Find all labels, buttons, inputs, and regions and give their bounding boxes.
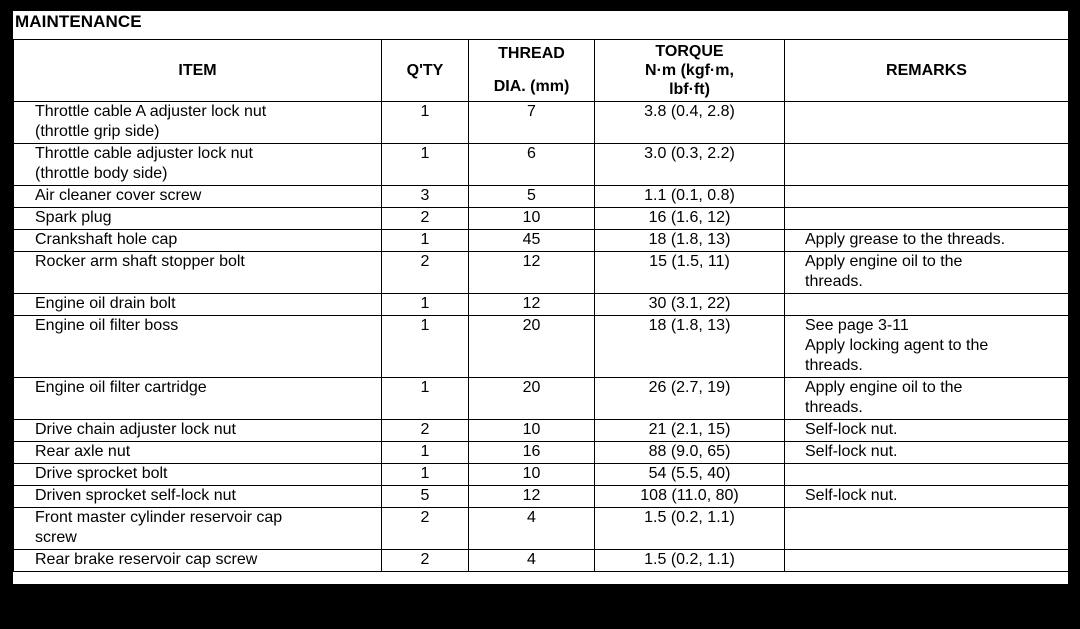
section-title: MAINTENANCE xyxy=(15,12,142,31)
row-thread-cell: 12 xyxy=(469,486,595,508)
table-row xyxy=(14,550,1069,572)
row-item-cell: Crankshaft hole cap xyxy=(14,230,382,252)
table-row xyxy=(14,378,1069,420)
row-remarks-cell xyxy=(785,508,1069,550)
row-thread-cell: 20 xyxy=(469,316,595,378)
row-thread-cell: 4 xyxy=(469,508,595,550)
row-qty-cell: 5 xyxy=(382,486,469,508)
table-row xyxy=(14,208,1069,230)
table-row xyxy=(14,252,1069,294)
row-torque-cell: 21 (2.1, 15) xyxy=(595,420,785,442)
table-row xyxy=(14,186,1069,208)
row-qty-cell: 3 xyxy=(382,186,469,208)
row-torque-cell: 1.5 (0.2, 1.1) xyxy=(595,550,785,572)
row-remarks-cell: Self-lock nut. xyxy=(785,420,1069,442)
row-torque-cell: 30 (3.1, 22) xyxy=(595,294,785,316)
row-thread-cell: 20 xyxy=(469,378,595,420)
header-remarks: REMARKS xyxy=(785,40,1069,102)
row-torque-cell: 3.0 (0.3, 2.2) xyxy=(595,144,785,186)
row-remarks-cell xyxy=(785,186,1069,208)
header-torque xyxy=(595,40,785,102)
table-row xyxy=(14,442,1069,464)
row-thread-cell: 4 xyxy=(469,550,595,572)
row-thread-cell: 6 xyxy=(469,144,595,186)
torque-table xyxy=(13,39,1069,572)
header-torque-line2: N·m (kgf·m, xyxy=(645,62,734,79)
table-row xyxy=(14,144,1069,186)
row-qty-cell: 2 xyxy=(382,252,469,294)
row-qty-cell: 1 xyxy=(382,144,469,186)
header-item: ITEM xyxy=(14,40,382,102)
row-qty-cell: 1 xyxy=(382,442,469,464)
row-item-cell: Driven sprocket self-lock nut xyxy=(14,486,382,508)
row-qty-cell: 1 xyxy=(382,294,469,316)
table-row xyxy=(14,316,1069,378)
header-qty: Q'TY xyxy=(382,40,469,102)
row-thread-cell: 10 xyxy=(469,420,595,442)
row-item-cell: Rear axle nut xyxy=(14,442,382,464)
table-row xyxy=(14,294,1069,316)
row-thread-cell: 10 xyxy=(469,208,595,230)
row-torque-cell: 26 (2.7, 19) xyxy=(595,378,785,420)
row-torque-cell: 18 (1.8, 13) xyxy=(595,230,785,252)
row-remarks-cell: Self-lock nut. xyxy=(785,442,1069,464)
row-item-cell: Spark plug xyxy=(14,208,382,230)
row-remarks-cell: See page 3-11 Apply locking agent to the threads. xyxy=(785,316,1069,378)
header-thread-line2: DIA. (mm) xyxy=(493,78,570,95)
row-item-cell: Air cleaner cover screw xyxy=(14,186,382,208)
row-qty-cell: 2 xyxy=(382,208,469,230)
row-torque-cell: 108 (11.0, 80) xyxy=(595,486,785,508)
row-thread-cell: 12 xyxy=(469,252,595,294)
row-remarks-cell: Apply engine oil to the threads. xyxy=(785,252,1069,294)
table-row xyxy=(14,420,1069,442)
row-remarks-cell xyxy=(785,550,1069,572)
row-remarks-cell xyxy=(785,294,1069,316)
header-torque-line1: TORQUE xyxy=(655,43,724,60)
table-row xyxy=(14,464,1069,486)
row-item-cell: Engine oil filter boss xyxy=(14,316,382,378)
row-torque-cell: 16 (1.6, 12) xyxy=(595,208,785,230)
row-thread-cell: 5 xyxy=(469,186,595,208)
row-remarks-cell: Self-lock nut. xyxy=(785,486,1069,508)
header-thread-line1: THREAD xyxy=(498,45,565,62)
row-qty-cell: 2 xyxy=(382,508,469,550)
row-qty-cell: 2 xyxy=(382,420,469,442)
maintenance-sheet xyxy=(13,11,1068,584)
row-qty-cell: 1 xyxy=(382,378,469,420)
table-row xyxy=(14,102,1069,144)
table-row xyxy=(14,508,1069,550)
row-thread-cell: 10 xyxy=(469,464,595,486)
row-item-cell: Rear brake reservoir cap screw xyxy=(14,550,382,572)
table-body xyxy=(14,102,1069,572)
row-thread-cell: 45 xyxy=(469,230,595,252)
row-torque-cell: 1.5 (0.2, 1.1) xyxy=(595,508,785,550)
row-torque-cell: 54 (5.5, 40) xyxy=(595,464,785,486)
row-torque-cell: 3.8 (0.4, 2.8) xyxy=(595,102,785,144)
row-remarks-cell: Apply engine oil to the threads. xyxy=(785,378,1069,420)
row-torque-cell: 88 (9.0, 65) xyxy=(595,442,785,464)
row-qty-cell: 1 xyxy=(382,102,469,144)
row-qty-cell: 1 xyxy=(382,316,469,378)
row-item-cell: Drive chain adjuster lock nut xyxy=(14,420,382,442)
row-item-cell: Rocker arm shaft stopper bolt xyxy=(14,252,382,294)
row-item-cell: Engine oil filter cartridge xyxy=(14,378,382,420)
row-item-cell: Front master cylinder reservoir cap screw xyxy=(14,508,382,550)
row-item-cell: Throttle cable A adjuster lock nut (throttle grip side) xyxy=(14,102,382,144)
table-row xyxy=(14,486,1069,508)
row-remarks-cell xyxy=(785,208,1069,230)
header-thread xyxy=(469,40,595,102)
row-torque-cell: 18 (1.8, 13) xyxy=(595,316,785,378)
row-remarks-cell xyxy=(785,144,1069,186)
row-item-cell: Engine oil drain bolt xyxy=(14,294,382,316)
row-remarks-cell: Apply grease to the threads. xyxy=(785,230,1069,252)
row-qty-cell: 2 xyxy=(382,550,469,572)
row-item-cell: Drive sprocket bolt xyxy=(14,464,382,486)
row-qty-cell: 1 xyxy=(382,230,469,252)
header-row xyxy=(14,40,1069,102)
table-row xyxy=(14,230,1069,252)
row-thread-cell: 16 xyxy=(469,442,595,464)
row-thread-cell: 12 xyxy=(469,294,595,316)
row-torque-cell: 1.1 (0.1, 0.8) xyxy=(595,186,785,208)
row-remarks-cell xyxy=(785,464,1069,486)
row-item-cell: Throttle cable adjuster lock nut (throttle body side) xyxy=(14,144,382,186)
header-torque-line3: lbf·ft) xyxy=(669,81,710,98)
row-remarks-cell xyxy=(785,102,1069,144)
row-qty-cell: 1 xyxy=(382,464,469,486)
row-thread-cell: 7 xyxy=(469,102,595,144)
row-torque-cell: 15 (1.5, 11) xyxy=(595,252,785,294)
